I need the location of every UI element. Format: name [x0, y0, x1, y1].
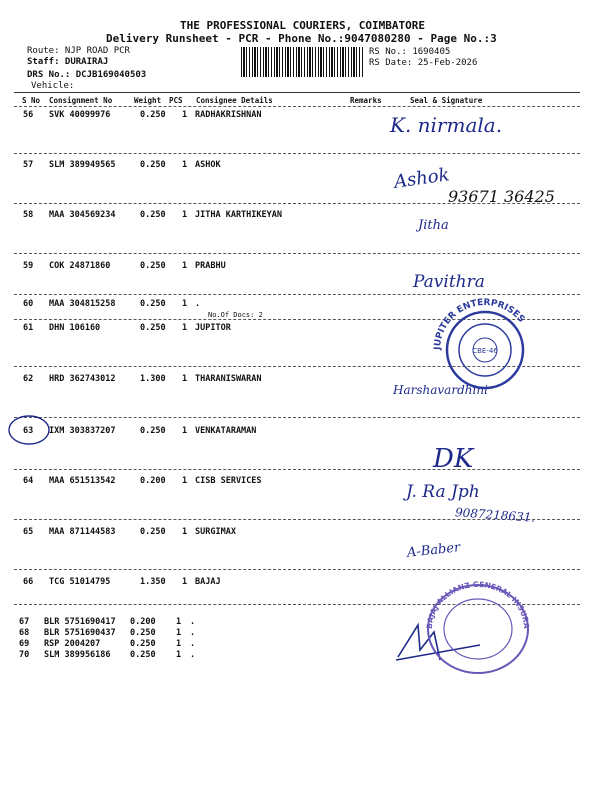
row-pcs: 1 [176, 639, 182, 649]
col-sno: S No [22, 96, 41, 105]
row-consignee: VENKATARAMAN [195, 426, 257, 436]
col-remarks: Remarks [350, 96, 382, 105]
row-weight: 0.250 [140, 110, 166, 120]
row-consignee: PRABHU [195, 261, 226, 271]
signature-59: Pavithra [413, 272, 485, 292]
row-pcs: 1 [182, 261, 188, 271]
row-consignee: CISB SERVICES [195, 476, 262, 486]
row-weight: 0.250 [140, 527, 166, 537]
row-consignment: DHN 106160 [49, 323, 101, 333]
row-pcs: 1 [182, 210, 188, 220]
row-sno: 66 [23, 577, 34, 587]
row-sno: 68 [19, 628, 30, 638]
drs-number: DRS No.: DCJB169040503 [27, 70, 147, 80]
signature-57: Ashok [392, 164, 451, 193]
row-sno: 69 [19, 639, 30, 649]
row-weight: 0.250 [140, 210, 166, 220]
row-sno: 58 [23, 210, 34, 220]
signature-64a: DK [433, 444, 474, 474]
rs-date: RS Date: 25-Feb-2026 [369, 58, 478, 68]
signature-65: A-Baber [406, 540, 461, 561]
col-consignee: Consignee Details [196, 96, 273, 105]
row-consignee: RADHAKRISHNAN [195, 110, 262, 120]
row-consignee: SURGIMAX [195, 527, 236, 537]
row-pcs: 1 [176, 650, 182, 660]
row-weight: 1.300 [140, 374, 166, 384]
row-pcs: 1 [182, 160, 188, 170]
row-weight: 0.250 [140, 160, 166, 170]
phone-64: 9087218631. [454, 505, 536, 525]
row-pcs: 1 [182, 577, 188, 587]
row-pcs: 1 [182, 323, 188, 333]
row-pcs: 1 [182, 110, 188, 120]
row-consignment: IXM 303837207 [49, 426, 116, 436]
row-consignment: SVK 40099976 [49, 110, 111, 120]
row-consignee: JITHA KARTHIKEYAN [195, 210, 282, 220]
row-pcs: 1 [182, 426, 188, 436]
col-consignment: Consignment No [49, 96, 113, 105]
row-weight: 0.200 [140, 476, 166, 486]
row-consignee: ASHOK [195, 160, 221, 170]
jupiter-enterprises-stamp [430, 297, 540, 390]
runsheet-subtitle: Delivery Runsheet - PCR - Phone No.:9047080280 - Page No.:3 [106, 32, 497, 45]
row-consignee: . [190, 650, 196, 660]
jupiter-stamp-center: CBE-46 [472, 347, 498, 355]
phone-57: 93671 36425 [448, 187, 555, 206]
signature-58: Jitha [418, 218, 449, 233]
row-sno: 62 [23, 374, 34, 384]
row-sno: 70 [19, 650, 30, 660]
row-consignment: TCG 51014795 [49, 577, 111, 587]
row-consignment: BLR 5751690437 [44, 628, 116, 638]
vehicle: Vehicle: [31, 81, 75, 91]
row-pcs: 1 [182, 374, 188, 384]
row-sno: 65 [23, 527, 34, 537]
row-sno: 63 [23, 426, 34, 436]
row-sno: 67 [19, 617, 30, 627]
bajaj-insurance-stamp [420, 576, 532, 675]
row-consignment: MAA 304569234 [49, 210, 116, 220]
row-consignment: BLR 5751690417 [44, 617, 116, 627]
rs-number: RS No.: 1690405 [369, 47, 451, 57]
bajaj-stamp-text: BAJAJ ALLIANZ GENERAL INSURANCE LIMITED [420, 576, 532, 630]
row-note: No.Of Docs: 2 [208, 311, 263, 319]
row-consignee: . [190, 617, 196, 627]
signature-56: K. nirmala. [390, 113, 503, 137]
row-weight: 0.250 [140, 261, 166, 271]
row-consignment: RSP 2004207 [44, 639, 101, 649]
col-pcs: PCS [169, 96, 183, 105]
row-consignment: HRD 362743012 [49, 374, 116, 384]
row-weight: 0.250 [130, 628, 156, 638]
row-weight: 0.250 [140, 323, 166, 333]
row-consignment: MAA 651513542 [49, 476, 116, 486]
row-consignee: JUPITOR [195, 323, 231, 333]
row-pcs: 1 [182, 299, 188, 309]
signature-64b: J. Ra Jph [406, 482, 480, 502]
row-consignee: . [190, 628, 196, 638]
col-weight: Weight [134, 96, 162, 105]
company-title: THE PROFESSIONAL COURIERS, COIMBATORE [180, 19, 426, 32]
col-seal: Seal & Signature [410, 96, 483, 105]
row-consignee: . [195, 299, 201, 309]
row-weight: 1.350 [140, 577, 166, 587]
row-weight: 0.250 [140, 426, 166, 436]
row-consignee: THARANISWARAN [195, 374, 262, 384]
row-weight: 0.250 [140, 299, 166, 309]
row-pcs: 1 [182, 476, 188, 486]
route: Route: NJP ROAD PCR [27, 46, 130, 56]
row-pcs: 1 [182, 527, 188, 537]
row-sno: 56 [23, 110, 34, 120]
row-consignment: MAA 871144583 [49, 527, 116, 537]
row-weight: 0.200 [130, 617, 156, 627]
row-consignment: SLM 389956186 [44, 650, 111, 660]
row-consignee: . [190, 639, 196, 649]
jupiter-stamp-text: JUPITER ENTERPRISES [432, 297, 527, 351]
row-sno: 64 [23, 476, 34, 486]
row-sno: 60 [23, 299, 34, 309]
row-consignment: COK 24871860 [49, 261, 111, 271]
row-pcs: 1 [176, 617, 182, 627]
row-sno: 61 [23, 323, 34, 333]
staff: Staff: DURAIRAJ [27, 57, 109, 67]
row-consignee: BAJAJ [195, 577, 221, 587]
row-sno: 57 [23, 160, 34, 170]
row-weight: 0.250 [130, 639, 156, 649]
row-consignment: MAA 304815258 [49, 299, 116, 309]
row-sno: 59 [23, 261, 34, 271]
signature-62: Harshavardhini [393, 383, 488, 397]
row-consignment: SLM 389949565 [49, 160, 116, 170]
row-pcs: 1 [176, 628, 182, 638]
row-weight: 0.250 [130, 650, 156, 660]
